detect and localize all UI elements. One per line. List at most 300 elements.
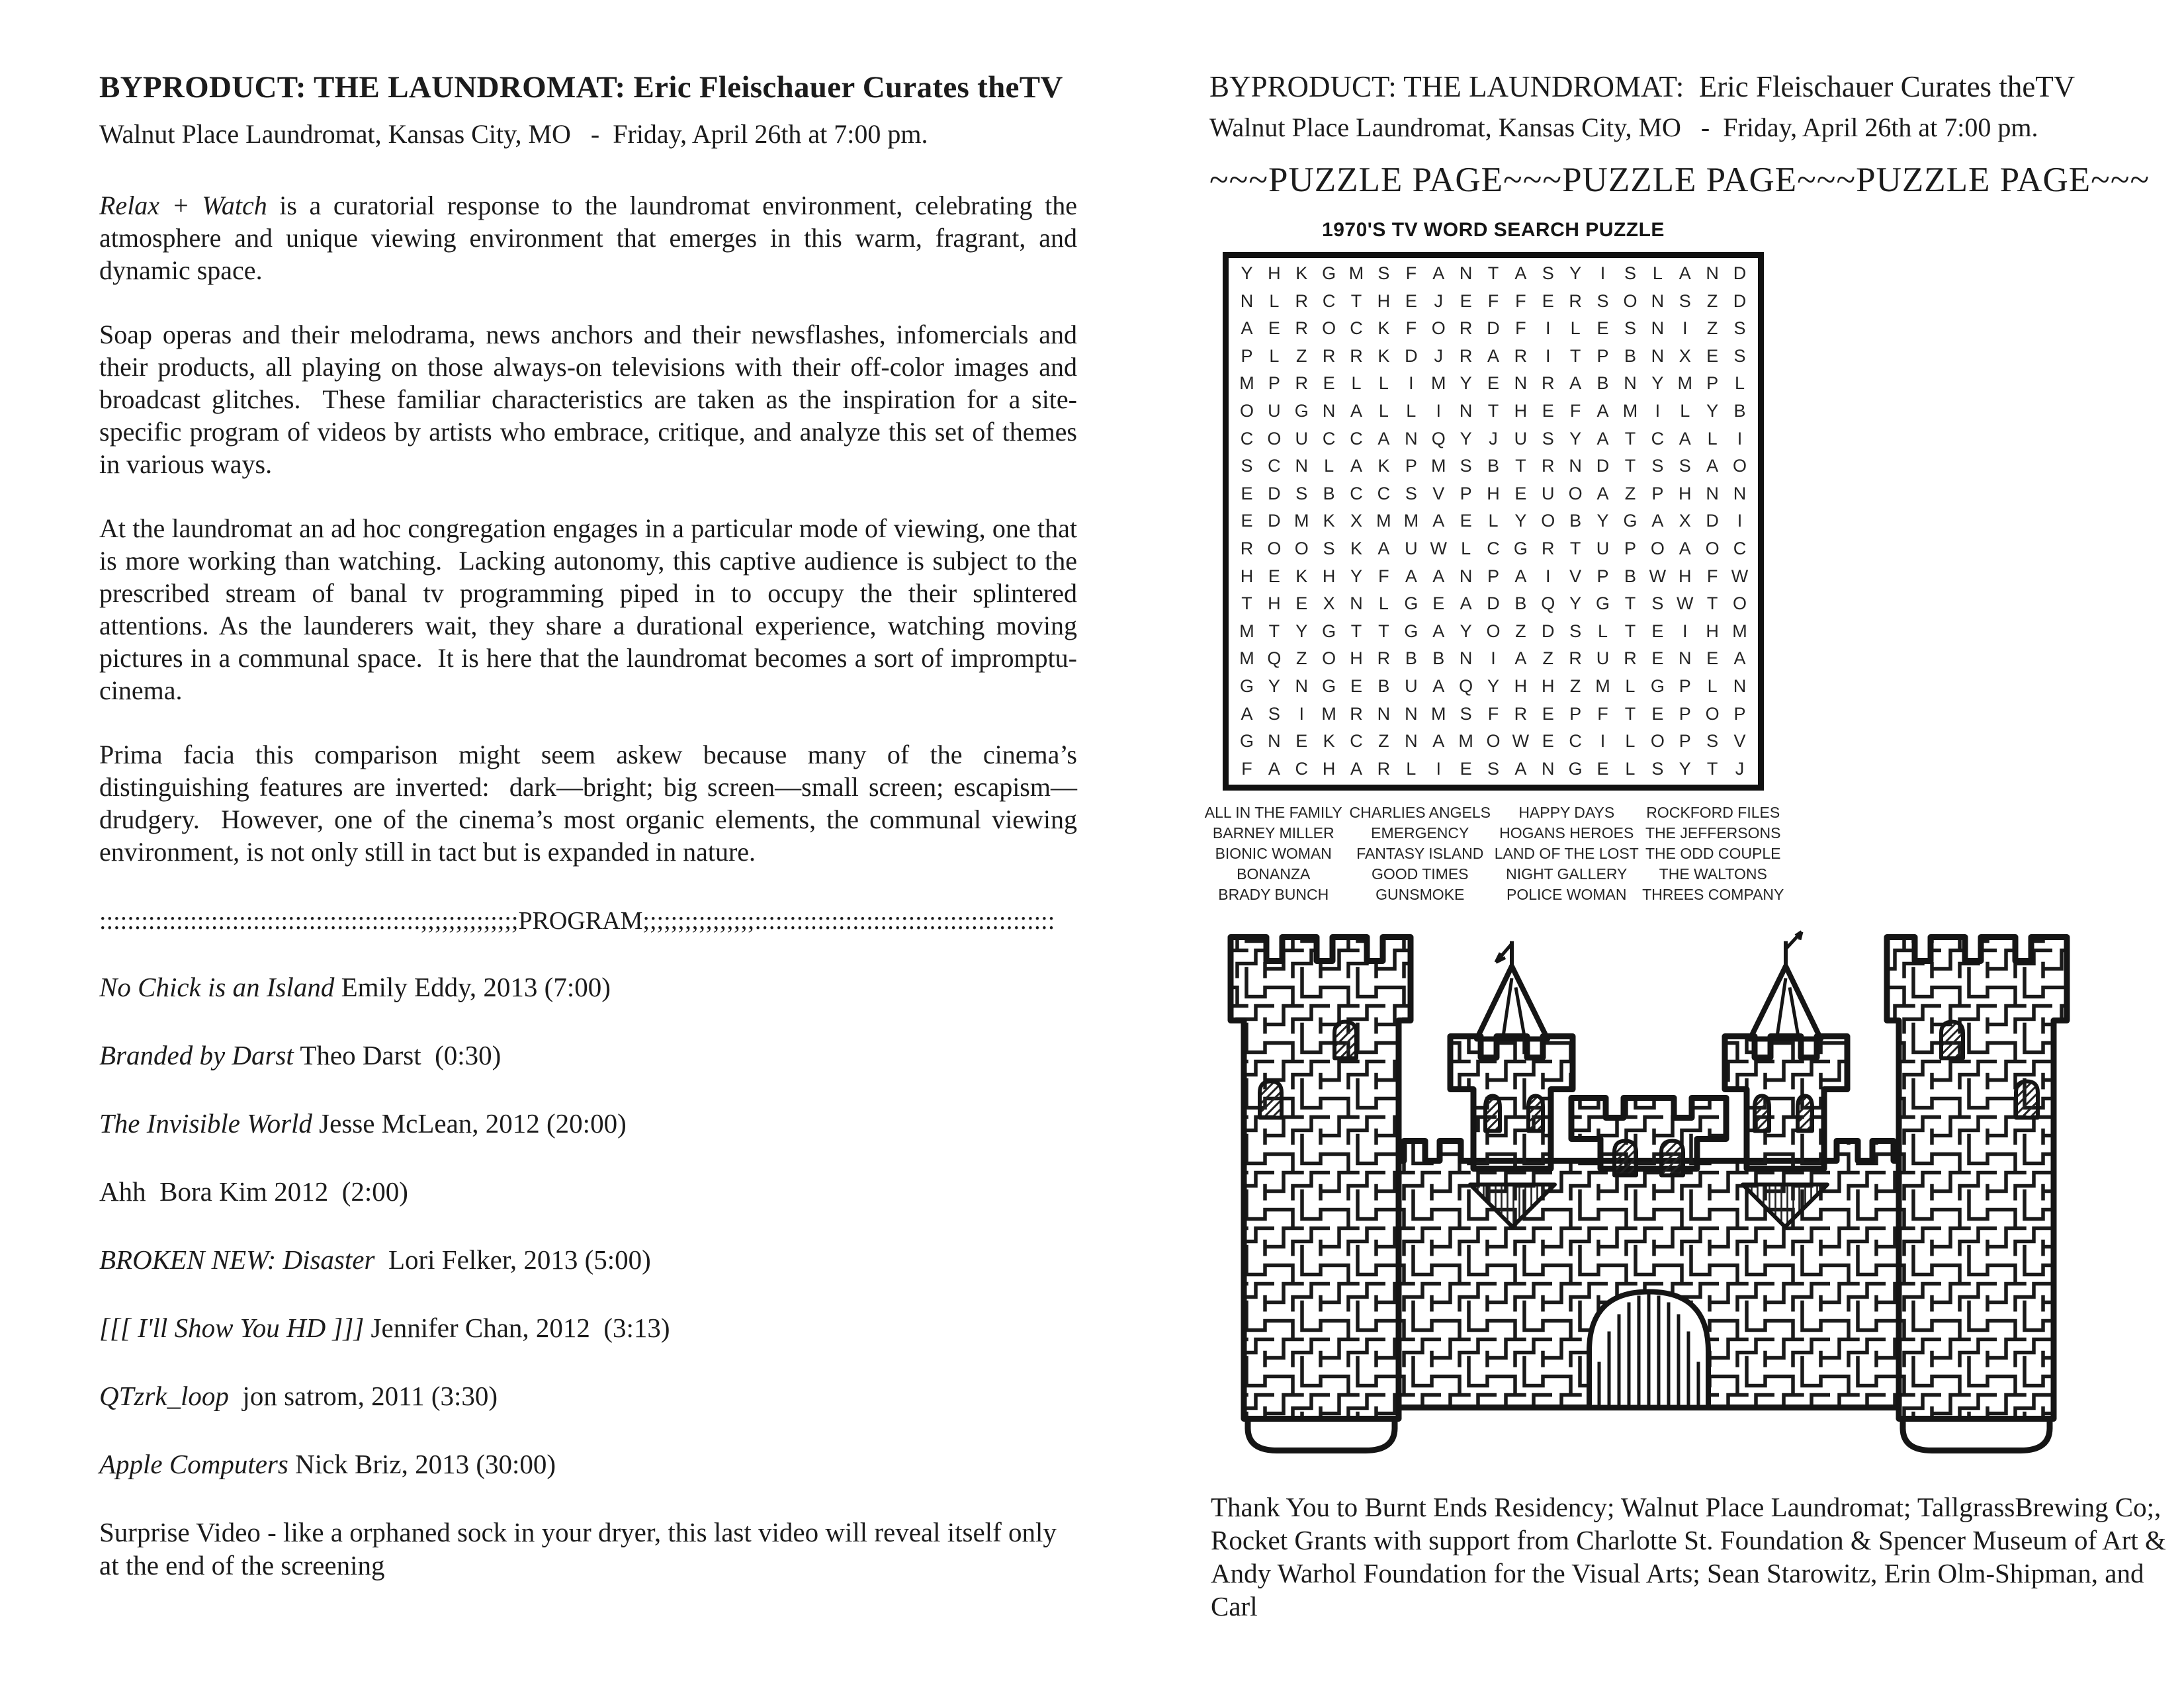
grid-letter: N: [1651, 318, 1665, 339]
grid-row: [1233, 507, 1753, 535]
grid-letter: L: [1461, 538, 1471, 558]
tower-foot-left: [1248, 1419, 1395, 1451]
grid-letter: H: [1240, 566, 1254, 586]
word-list-item: THE JEFFERSONS: [1645, 824, 1781, 842]
grid-letter: V: [1569, 566, 1582, 586]
grid-letter: R: [1459, 345, 1473, 366]
grid-letter: O: [1486, 731, 1501, 752]
grid-letter: L: [1707, 675, 1718, 696]
grid-letter: A: [1569, 373, 1582, 394]
grid-letter: U: [1405, 675, 1418, 696]
grid-row: [1233, 701, 1753, 728]
grid-letter: N: [1514, 373, 1528, 394]
grid-letter: C: [1350, 428, 1363, 449]
grid-letter: M: [1430, 373, 1446, 394]
grid-letter: A: [1514, 263, 1527, 283]
grid-letter: K: [1323, 511, 1335, 531]
grid-letter: E: [1542, 290, 1554, 311]
grid-letter: I: [1436, 758, 1441, 779]
grid-letter: W: [1676, 593, 1694, 614]
grid-letter: N: [1459, 566, 1473, 586]
grid-letter: A: [1268, 758, 1280, 779]
word-list: [1200, 802, 1786, 905]
grid-letter: H: [1350, 648, 1363, 669]
grid-letter: B: [1377, 675, 1390, 696]
grid-letter: P: [1596, 566, 1609, 586]
grid-letter: N: [1405, 428, 1418, 449]
grid-letter: L: [1625, 675, 1636, 696]
grid-letter: E: [1542, 703, 1554, 724]
grid-letter: Y: [1651, 373, 1664, 394]
grid-letter: I: [1436, 400, 1441, 421]
grid-letter: E: [1295, 731, 1308, 752]
grid-letter: V: [1733, 731, 1746, 752]
grid-letter: O: [1486, 621, 1501, 641]
grid-letter: Y: [1596, 511, 1609, 531]
grid-letter: I: [1682, 621, 1688, 641]
grid-letter: L: [1406, 400, 1417, 421]
grid-letter: A: [1679, 538, 1691, 558]
grid-letter: B: [1405, 648, 1417, 669]
grid-letter: Y: [1569, 428, 1582, 449]
pennant-flag-right: [1786, 932, 1802, 949]
grid-letter: D: [1487, 318, 1500, 339]
grid-letter: G: [1404, 593, 1419, 614]
grid-letter: O: [1705, 538, 1720, 558]
grid-letter: Y: [1268, 675, 1280, 696]
grid-letter: Z: [1706, 290, 1718, 311]
grid-letter: U: [1596, 538, 1610, 558]
grid-letter: A: [1377, 538, 1390, 558]
word-list-item: POLICE WOMAN: [1507, 886, 1627, 904]
grid-letter: T: [1624, 593, 1636, 614]
grid-letter: E: [1651, 648, 1664, 669]
grid-letter: O: [1705, 703, 1720, 724]
grid-letter: H: [1706, 621, 1719, 641]
grid-letter: L: [1570, 318, 1581, 339]
grid-letter: E: [1651, 621, 1664, 641]
grid-letter: R: [1569, 648, 1582, 669]
grid-letter: T: [1569, 345, 1581, 366]
grid-letter: I: [1546, 345, 1551, 366]
grid-letter: Y: [1706, 400, 1719, 421]
grid-letter: E: [1268, 566, 1280, 586]
right-page-subtitle: Walnut Place Laundromat, Kansas City, MO - Friday, April 26th at 7:00 pm.: [1209, 112, 2038, 142]
program-item: Apple Computers Nick Briz, 2013 (30:00): [99, 1449, 556, 1479]
grid-letter: H: [1322, 758, 1336, 779]
grid-letter: G: [1404, 621, 1419, 641]
program-item: Ahh Bora Kim 2012 (2:00): [99, 1176, 408, 1207]
grid-letter: C: [1733, 538, 1747, 558]
grid-letter: S: [1542, 263, 1554, 283]
grid-letter: G: [1322, 675, 1336, 696]
grid-letter: M: [1239, 373, 1254, 394]
grid-letter: S: [1651, 758, 1664, 779]
grid-letter: H: [1487, 483, 1500, 503]
grid-letter: H: [1542, 675, 1555, 696]
grid-letter: B: [1514, 593, 1527, 614]
grid-letter: H: [1268, 593, 1281, 614]
grid-letter: X: [1323, 593, 1335, 614]
grid-letter: S: [1733, 345, 1746, 366]
grid-letter: L: [1406, 758, 1417, 779]
grid-letter: E: [1596, 758, 1609, 779]
word-list-item: EMERGENCY: [1371, 824, 1469, 842]
tower-right: [1887, 937, 2067, 1419]
grid-letter: A: [1733, 648, 1746, 669]
grid-letter: D: [1596, 456, 1610, 476]
grid-letter: M: [1294, 511, 1309, 531]
grid-letter: P: [1460, 483, 1472, 503]
grid-letter: E: [1514, 483, 1527, 503]
grid-letter: Z: [1569, 675, 1581, 696]
grid-row: [1233, 343, 1753, 370]
grid-letter: N: [1377, 703, 1391, 724]
grid-row: [1233, 618, 1753, 646]
grid-letter: I: [1655, 400, 1661, 421]
grid-letter: B: [1323, 483, 1335, 503]
grid-letter: R: [1514, 345, 1528, 366]
grid-letter: S: [1241, 456, 1253, 476]
turret-right: [1725, 1037, 1847, 1169]
grid-letter: M: [1376, 511, 1391, 531]
grid-letter: H: [1377, 290, 1391, 311]
grid-letter: A: [1432, 731, 1445, 752]
grid-letter: R: [1459, 318, 1473, 339]
grid-letter: B: [1487, 456, 1499, 476]
grid-row: [1233, 590, 1753, 618]
grid-letter: K: [1377, 345, 1390, 366]
grid-letter: P: [1596, 345, 1609, 366]
grid-letter: I: [1491, 648, 1496, 669]
grid-letter: Y: [1514, 511, 1527, 531]
program-item: The Invisible World Jesse McLean, 2012 (20:00): [99, 1108, 627, 1139]
grid-letter: U: [1542, 483, 1555, 503]
grid-letter: E: [1241, 511, 1253, 531]
grid-letter: C: [1569, 731, 1582, 752]
grid-letter: K: [1323, 731, 1335, 752]
grid-letter: S: [1460, 456, 1472, 476]
grid-letter: A: [1596, 400, 1609, 421]
grid-letter: G: [1513, 538, 1528, 558]
grid-letter: R: [1377, 648, 1391, 669]
word-list-item: THE WALTONS: [1659, 865, 1767, 883]
word-list-item: THE ODD COUPLE: [1645, 845, 1781, 863]
grid-letter: A: [1487, 345, 1499, 366]
grid-letter: R: [1624, 648, 1637, 669]
program-item: Surprise Video - like a orphaned sock in your dryer, this last video will reveal itself only at the end of the screening: [99, 1517, 1064, 1580]
grid-letter: W: [1731, 566, 1749, 586]
grid-letter: A: [1596, 483, 1609, 503]
grid-letter: E: [1460, 758, 1472, 779]
grid-letter: H: [1678, 483, 1692, 503]
grid-letter: E: [1405, 290, 1417, 311]
grid-letter: I: [1737, 428, 1743, 449]
grid-letter: T: [1624, 456, 1636, 476]
grid-letter: N: [1322, 400, 1336, 421]
grid-letter: N: [1350, 593, 1363, 614]
grid-letter: Z: [1706, 318, 1718, 339]
grid-letter: A: [1241, 703, 1253, 724]
grid-letter: F: [1597, 703, 1608, 724]
grid-letter: O: [1623, 290, 1638, 311]
grid-letter: R: [1350, 703, 1363, 724]
grid-letter: P: [1405, 456, 1417, 476]
grid-letter: P: [1679, 731, 1691, 752]
grid-letter: A: [1679, 263, 1691, 283]
grid-letter: L: [1598, 621, 1608, 641]
grid-letter: Z: [1296, 648, 1307, 669]
grid-row: [1233, 453, 1753, 480]
grid-row: [1233, 288, 1753, 316]
grid-letter: B: [1733, 400, 1746, 421]
grid-letter: T: [1487, 263, 1499, 283]
body-paragraph: Prima facia this comparison might seem askew because many of the cinema’s distinguishing features are inverted: dark––bright; big screen––small screen; escapism––drudgery. However, one of the cinema’s most organic elements, the communal viewing environment, is not only still in tact but is expanded in nature.: [99, 740, 1084, 867]
grid-row: [1233, 673, 1753, 701]
grid-letter: Y: [1350, 566, 1363, 586]
grid-row: [1233, 645, 1753, 673]
grid-letter: X: [1679, 345, 1691, 366]
grid-row: [1233, 370, 1753, 398]
grid-letter: K: [1350, 538, 1363, 558]
grid-letter: Z: [1542, 648, 1554, 669]
grid-letter: F: [1706, 566, 1718, 586]
grid-letter: F: [1405, 263, 1417, 283]
grid-letter: N: [1405, 731, 1418, 752]
grid-letter: G: [1623, 511, 1638, 531]
grid-letter: R: [1542, 373, 1555, 394]
grid-letter: N: [1459, 400, 1473, 421]
grid-letter: Y: [1295, 621, 1308, 641]
grid-letter: T: [1706, 758, 1718, 779]
grid-letter: T: [1515, 456, 1526, 476]
grid-letter: E: [1241, 483, 1253, 503]
grid-letter: A: [1460, 593, 1472, 614]
grid-letter: L: [1707, 428, 1718, 449]
grid-letter: S: [1405, 483, 1417, 503]
grid-letter: D: [1733, 263, 1747, 283]
grid-letter: S: [1295, 483, 1308, 503]
grid-letter: C: [1350, 483, 1363, 503]
grid-letter: L: [1269, 290, 1280, 311]
grid-letter: A: [1432, 566, 1445, 586]
grid-letter: O: [1322, 648, 1336, 669]
grid-letter: M: [1458, 731, 1473, 752]
grid-letter: S: [1679, 456, 1691, 476]
body-paragraph: Relax + Watch is a curatorial response to the laundromat environment, celebrating the atmosphere and unique viewing environment that emerges in this warm, fragrant, and dynamic space.: [99, 191, 1084, 285]
grid-letter: A: [1432, 675, 1445, 696]
grid-letter: N: [1295, 675, 1308, 696]
grid-letter: B: [1624, 566, 1636, 586]
grid-letter: C: [1350, 731, 1363, 752]
grid-letter: N: [1268, 731, 1281, 752]
grid-letter: A: [1432, 621, 1445, 641]
left-page: [99, 69, 1084, 1582]
grid-letter: O: [1733, 593, 1747, 614]
word-list-item: LAND OF THE LOST: [1494, 845, 1639, 863]
grid-letter: G: [1239, 731, 1254, 752]
grid-row: [1233, 398, 1753, 425]
grid-letter: P: [1651, 483, 1664, 503]
grid-letter: O: [1733, 456, 1747, 476]
word-list-item: HOGANS HEROES: [1499, 824, 1634, 842]
grid-letter: X: [1350, 511, 1363, 531]
grid-letter: S: [1487, 758, 1499, 779]
grid-letter: F: [1515, 318, 1526, 339]
grid-letter: Z: [1296, 345, 1307, 366]
grid-letter: A: [1514, 566, 1527, 586]
grid-row: [1233, 728, 1753, 756]
grid-letter: Q: [1431, 428, 1446, 449]
grid-letter: Y: [1569, 593, 1582, 614]
grid-letter: Y: [1460, 621, 1472, 641]
word-list-item: BIONIC WOMAN: [1215, 845, 1332, 863]
grid-letter: G: [1650, 675, 1665, 696]
word-list-item: BARNEY MILLER: [1212, 824, 1334, 842]
grid-letter: I: [1737, 511, 1743, 531]
word-search-title: 1970'S TV WORD SEARCH PUZZLE: [1322, 219, 1665, 241]
grid-letter: N: [1459, 263, 1473, 283]
grid-letter: O: [1541, 511, 1555, 531]
grid-letter: H: [1678, 566, 1692, 586]
grid-letter: T: [1706, 593, 1718, 614]
word-list-item: ROCKFORD FILES: [1646, 804, 1780, 822]
grid-letter: M: [1403, 511, 1419, 531]
grid-letter: S: [1651, 456, 1664, 476]
grid-letter: F: [1378, 566, 1389, 586]
right-page: [1204, 69, 2177, 1657]
grid-letter: B: [1596, 373, 1609, 394]
grid-letter: E: [1295, 593, 1308, 614]
grid-letter: I: [1546, 566, 1551, 586]
grid-letter: S: [1596, 290, 1609, 311]
grid-row: [1233, 315, 1753, 343]
grid-letter: M: [1239, 621, 1254, 641]
grid-letter: T: [1569, 538, 1581, 558]
grid-letter: K: [1377, 318, 1390, 339]
grid-letter: C: [1295, 758, 1308, 779]
grid-letter: R: [1295, 373, 1308, 394]
word-list-item: BONANZA: [1237, 865, 1311, 883]
intro-paragraphs: [99, 189, 1084, 868]
grid-letter: N: [1542, 758, 1555, 779]
grid-letter: E: [1432, 593, 1445, 614]
grid-letter: M: [1595, 675, 1610, 696]
grid-letter: S: [1624, 318, 1636, 339]
grid-letter: N: [1678, 648, 1692, 669]
castle-maze-svg: [1219, 922, 2079, 1461]
grid-letter: G: [1568, 758, 1583, 779]
word-list-item: GUNSMOKE: [1376, 886, 1465, 904]
grid-letter: L: [1652, 263, 1663, 283]
body-paragraph: At the laundromat an ad hoc congregation engages in a particular mode of viewing, one that is more working than watching. Lacking autonomy, this captive audience is subject to the prescribed stream of banal tv programming piped in to occupy the their splintered attentions. As the launderers wait, they share a durational experience, watching moving pictures in a communal space. It is here that the laundromat becomes a sort of impromptu-cinema.: [99, 513, 1084, 705]
grid-letter: O: [1239, 400, 1254, 421]
grid-letter: U: [1596, 648, 1610, 669]
grid-letter: D: [1542, 621, 1555, 641]
grid-letter: N: [1733, 483, 1747, 503]
grid-letter: G: [1294, 400, 1309, 421]
grid-letter: D: [1733, 290, 1747, 311]
grid-letter: U: [1405, 538, 1418, 558]
grid-letter: G: [1322, 621, 1336, 641]
grid-letter: M: [1430, 703, 1446, 724]
grid-letter: T: [1487, 400, 1499, 421]
grid-letter: Q: [1267, 648, 1282, 669]
word-list-column: [1640, 802, 1787, 905]
grid-letter: S: [1323, 538, 1335, 558]
grid-letter: Q: [1541, 593, 1555, 614]
grid-letter: O: [1431, 318, 1446, 339]
grid-letter: E: [1542, 731, 1554, 752]
grid-letter: Y: [1679, 758, 1691, 779]
grid-row: [1233, 480, 1753, 508]
grid-letter: A: [1377, 428, 1390, 449]
grid-letter: I: [1600, 263, 1606, 283]
grid-row: [1233, 535, 1753, 563]
grid-letter: N: [1651, 345, 1665, 366]
grid-letter: S: [1706, 731, 1719, 752]
grid-letter: Q: [1459, 675, 1473, 696]
grid-letter: U: [1268, 400, 1281, 421]
grid-letter: E: [1706, 648, 1719, 669]
grid-letter: D: [1268, 511, 1281, 531]
grid-letter: C: [1651, 428, 1665, 449]
grid-letter: Y: [1460, 373, 1472, 394]
grid-letter: O: [1322, 318, 1336, 339]
grid-letter: A: [1651, 511, 1664, 531]
grid-letter: Y: [1460, 428, 1472, 449]
grid-letter: H: [1322, 566, 1336, 586]
thank-you-note: Thank You to Burnt Ends Residency; Walnut Place Laundromat; TallgrassBrewing Co;, Rocket Grants with support from Charlotte St. Foundation & Spencer Museum of Art & Andy Warhol Foundation for the Visual Arts; Sean Starowitz, Erin Olm-Shipman, and Carl: [1211, 1492, 2166, 1622]
grid-letter: R: [1350, 345, 1363, 366]
grid-letter: E: [1460, 290, 1472, 311]
grid-letter: R: [1295, 318, 1308, 339]
grid-letter: A: [1706, 456, 1719, 476]
grid-letter: K: [1295, 263, 1308, 283]
grid-letter: E: [1460, 511, 1472, 531]
grid-row: [1233, 425, 1753, 453]
grid-letter: W: [1430, 538, 1447, 558]
grid-letter: R: [1542, 456, 1555, 476]
grid-letter: R: [1377, 758, 1391, 779]
grid-letter: L: [1378, 373, 1389, 394]
grid-letter: B: [1432, 648, 1445, 669]
left-page-title: BYPRODUCT: THE LAUNDROMAT: Eric Fleischauer Curates theTV: [99, 70, 1063, 105]
grid-letter: B: [1624, 345, 1636, 366]
grid-letter: L: [1378, 593, 1389, 614]
grid-letter: L: [1324, 456, 1334, 476]
grid-letter: R: [1240, 538, 1254, 558]
grid-letter: N: [1569, 456, 1582, 476]
grid-letter: P: [1733, 703, 1746, 724]
grid-letter: L: [1488, 511, 1499, 531]
grid-letter: C: [1268, 456, 1281, 476]
grid-letter: W: [1512, 731, 1530, 752]
grid-letter: P: [1679, 703, 1691, 724]
grid-letter: A: [1596, 428, 1609, 449]
grid-letter: O: [1267, 538, 1282, 558]
grid-letter: R: [1322, 345, 1336, 366]
grid-letter: O: [1650, 731, 1665, 752]
grid-row: [1233, 756, 1753, 783]
grid-letter: N: [1706, 263, 1719, 283]
grid-letter: S: [1733, 318, 1746, 339]
grid-letter: A: [1350, 758, 1363, 779]
grid-letter: S: [1569, 621, 1582, 641]
grid-letter: Y: [1487, 675, 1499, 696]
grid-letter: E: [1596, 318, 1609, 339]
grid-letter: P: [1487, 566, 1499, 586]
